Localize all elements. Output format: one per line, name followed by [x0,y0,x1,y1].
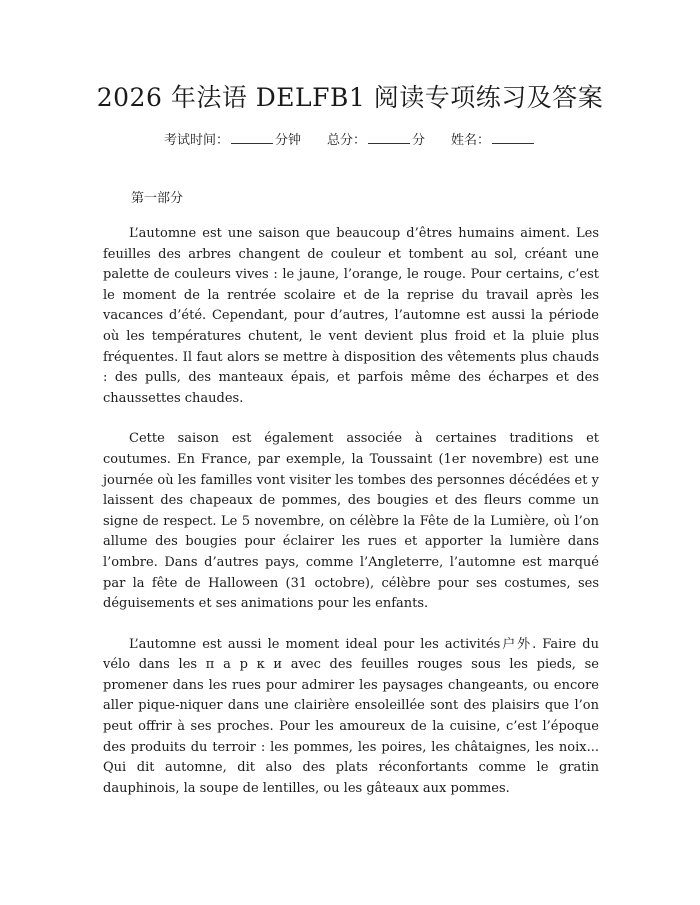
document-title: 2026 年法语 DELFB1 阅读专项练习及答案 [96,83,604,112]
paragraph-3: L’automne est aussi le moment ideal pour les activités户外. Faire du vélo dans les п а р к и avec des feuilles rouges sous les pieds, se promener dans les rues pour admirer les paysages changeants, ou encore aller pique-niquer dans une clairière ensoleillée sont des plaisirs que l’on peut offrir à ses proches. Pour les amoureux de la cuisine, c’est l’époque des produits du terroir : les pommes, les poires, les châtaignes, les noix... Qui dit automne, dit also des plats réconfortants comme le gratin dauphinois, la soupe de lentilles, ou les gâteaux aux pommes. [103,636,599,796]
time-unit: 分钟 [274,133,301,148]
name-label: 姓名： [451,133,491,148]
score-label: 总分： [326,133,366,148]
section-heading: 第一部分 [131,191,184,206]
exam-info-line [0,131,700,151]
name-blank [492,131,534,144]
score-unit: 分 [412,133,426,148]
time-label: 考试时间： [163,133,229,148]
paragraph-2: Cette saison est également associée à certaines traditions et coutumes. En France, par exemple, la Toussaint (1er novembre) est une journée où les familles vont visiter les tombes des personnes décédées et y laissent des chapeaux de pommes, des bougies et des fleurs comme un signe de respect. Le 5 novembre, on célèbre la Fête de la Lumière, où l’on allume des bougies pour éclairer les rues et apporter la lumière dans l’ombre. Dans d’autres pays, comme l’Angleterre, l’automne est marqué par la fête de Halloween (31 octobre), célèbre pour ses costumes, ses déguisements et ses animations pour les enfants. [103,431,599,612]
paragraph-1: L’automne est une saison que beaucoup d’êtres humains aiment. Les feuilles des arbres changent de couleur et tombent au sol, créant une palette de couleurs vives : le jaune, l’orange, le rouge. Pour certains, c’est le moment de la rentrée scolaire et de la reprise du travail après les vacances d’été. Cependant, pour d’autres, l’automne est aussi la période où les températures chutent, le vent devient plus froid et la pluie plus fréquentes. Il faut alors se mettre à disposition des vêtements plus chauds : des pulls, des manteaux épais, et parfois même des écharpes et des chaussettes chaudes. [103,226,599,406]
reading-passage [103,224,599,819]
time-blank [231,131,273,144]
score-blank [368,131,410,144]
